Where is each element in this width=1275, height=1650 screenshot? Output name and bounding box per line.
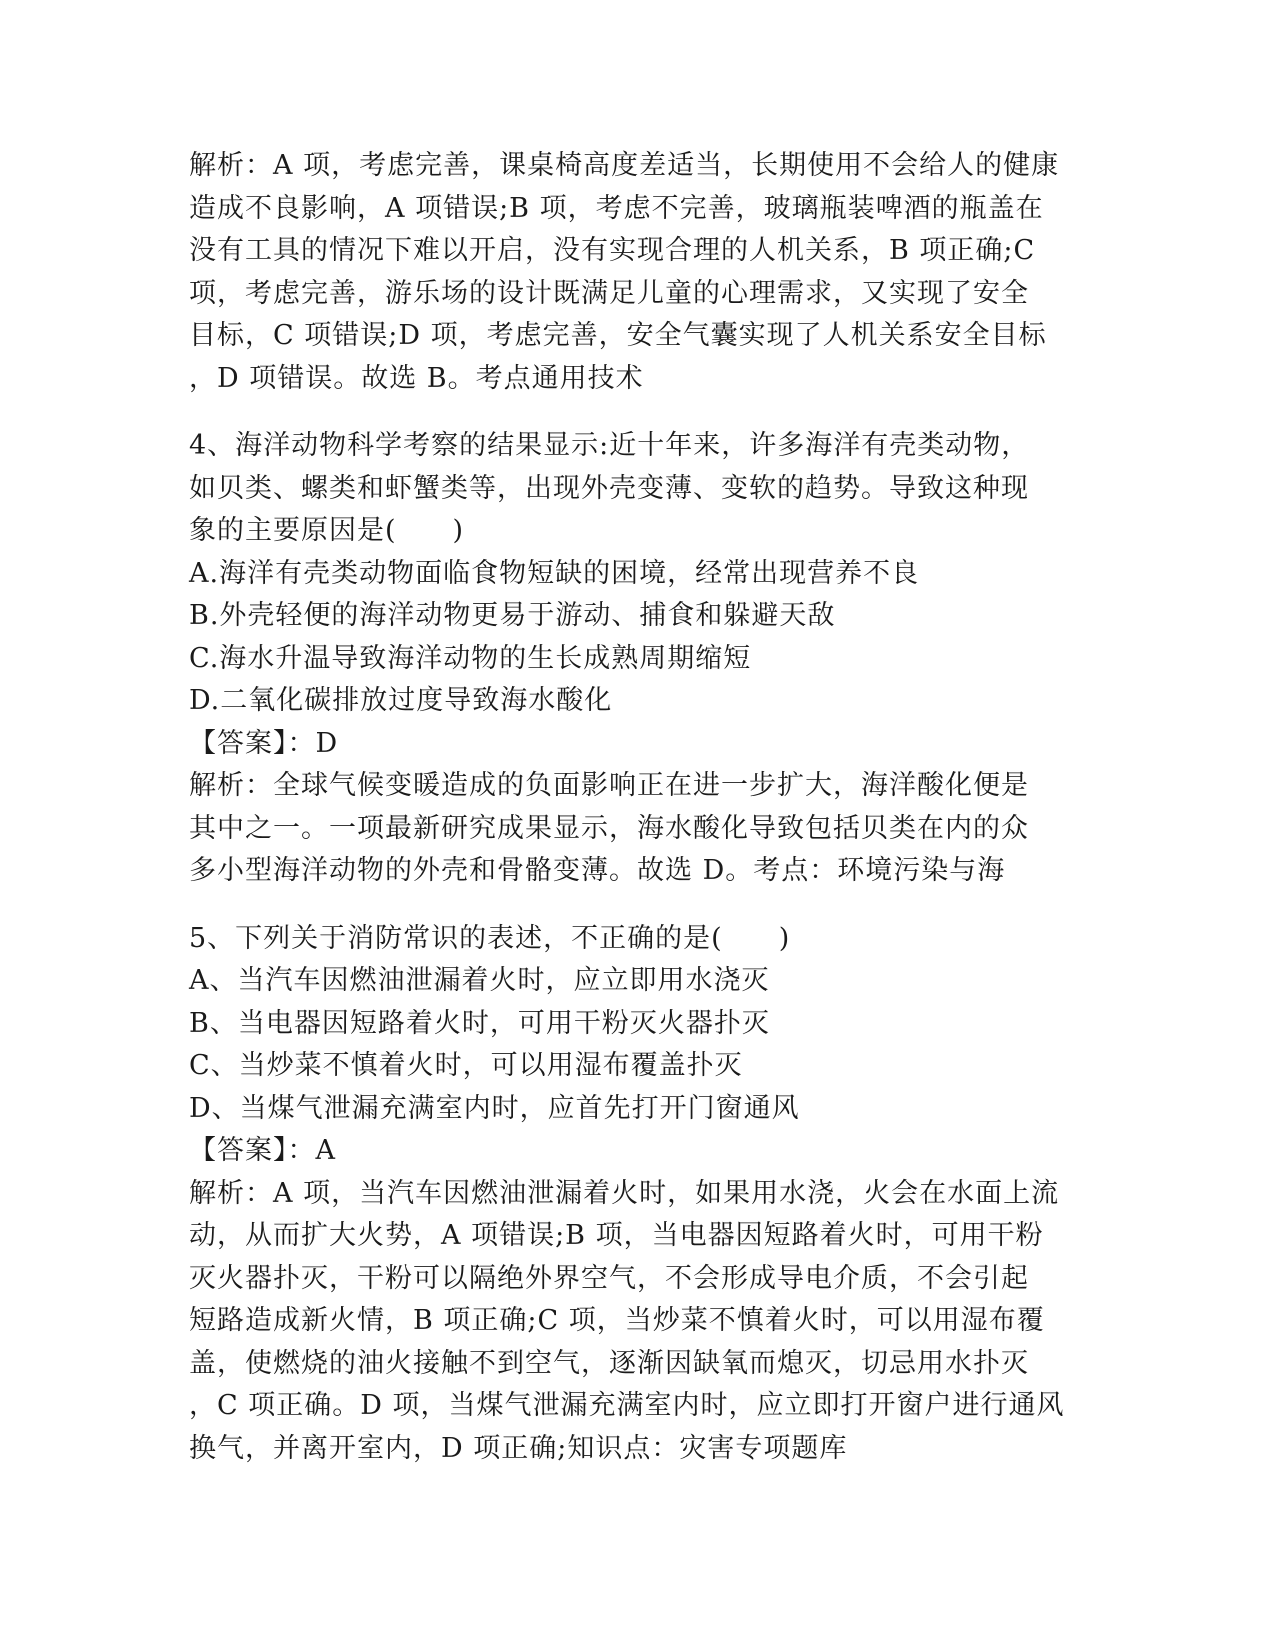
q5-analysis bbox=[189, 1173, 1079, 1471]
q5-analysis-line: 换气，并离开室内，D 项正确;知识点：灾害专项题库 bbox=[189, 1432, 848, 1464]
q5-option-b: B、当电器因短路着火时，可用干粉灭火器扑灭 bbox=[189, 1007, 770, 1039]
q5-analysis-line: 灭火器扑灭，干粉可以隔绝外界空气，不会形成导电介质，不会引起 bbox=[189, 1262, 1029, 1294]
q5-option-a: A、当汽车因燃油泄漏着火时，应立即用水浇灭 bbox=[189, 965, 770, 996]
q5-analysis-line: 解析：A 项，当汽车因燃油泄漏着火时，如果用水浇，火会在水面上流 bbox=[189, 1177, 1060, 1209]
q4-analysis-line: 其中之一。一项最新研究成果显示，海水酸化导致包括贝类在内的众 bbox=[189, 812, 1029, 844]
q4-option-d: D.二氧化碳排放过度导致海水酸化 bbox=[189, 685, 613, 716]
q4-question-line: 象的主要原因是( ) bbox=[189, 515, 465, 546]
q4-option-b: B.外壳轻便的海洋动物更易于游动、捕食和躲避天敌 bbox=[189, 600, 836, 631]
q3-analysis-line: 目标，C 项错误;D 项，考虑完善，安全气囊实现了人机关系安全目标 bbox=[189, 320, 1047, 351]
q5-question-line: 5、下列关于消防常识的表述，不正确的是( ) bbox=[189, 922, 791, 954]
q5-question bbox=[189, 918, 1079, 961]
q4-analysis-line: 解析：全球气候变暖造成的负面影响正在进一步扩大，海洋酸化便是 bbox=[189, 770, 1029, 801]
q4-options bbox=[189, 553, 1079, 723]
q4-option-a: A.海洋有壳类动物面临食物短缺的困境，经常出现营养不良 bbox=[189, 557, 920, 589]
spacer bbox=[189, 400, 1079, 425]
q3-analysis bbox=[189, 145, 1079, 400]
q4-analysis-line: 多小型海洋动物的外壳和骨骼变薄。故选 D。考点：环境污染与海 bbox=[189, 855, 1006, 886]
q5-option-c: C、当炒菜不慎着火时，可以用湿布覆盖扑灭 bbox=[189, 1050, 743, 1081]
q5-analysis-line: ，C 项正确。D 项，当煤气泄漏充满室内时，应立即打开窗户进行通风 bbox=[189, 1390, 1065, 1421]
q4-question-line: 4、海洋动物科学考察的结果显示:近十年来，许多海洋有壳类动物， bbox=[189, 430, 1030, 461]
q5-answer: 【答案】：A bbox=[189, 1135, 336, 1166]
q3-analysis-line: 项，考虑完善，游乐场的设计既满足儿童的心理需求，又实现了安全 bbox=[189, 277, 1029, 309]
q5-analysis-line: 短路造成新火情，B 项正确;C 项，当炒菜不慎着火时，可以用湿布覆 bbox=[189, 1305, 1045, 1336]
q5-option-d: D、当煤气泄漏充满室内时，应首先打开门窗通风 bbox=[189, 1092, 800, 1124]
q3-analysis-line: 解析：A 项，考虑完善，课桌椅高度差适当，长期使用不会给人的健康 bbox=[189, 150, 1060, 181]
spacer bbox=[189, 893, 1079, 918]
q3-analysis-line: 没有工具的情况下难以开启，没有实现合理的人机关系，B 项正确;C bbox=[189, 235, 1036, 266]
q5-analysis-line: 动，从而扩大火势，A 项错误;B 项，当电器因短路着火时，可用干粉 bbox=[189, 1220, 1044, 1251]
q3-analysis-line: ，D 项错误。故选 B。考点通用技术 bbox=[189, 362, 644, 394]
q3-analysis-line: 造成不良影响，A 项错误;B 项，考虑不完善，玻璃瓶装啤酒的瓶盖在 bbox=[189, 192, 1044, 224]
q4-question-line: 如贝类、螺类和虾蟹类等，出现外壳变薄、变软的趋势。导致这种现 bbox=[189, 472, 1029, 504]
q4-option-c: C.海水升温导致海洋动物的生长成熟周期缩短 bbox=[189, 642, 752, 674]
q5-options bbox=[189, 960, 1079, 1130]
q4-analysis bbox=[189, 765, 1079, 893]
q5-analysis-line: 盖，使燃烧的油火接触不到空气，逐渐因缺氧而熄灭，切忌用水扑灭 bbox=[189, 1347, 1029, 1379]
q4-answer: 【答案】：D bbox=[189, 727, 339, 759]
q4-question bbox=[189, 425, 1079, 553]
page-content bbox=[189, 145, 1079, 1470]
